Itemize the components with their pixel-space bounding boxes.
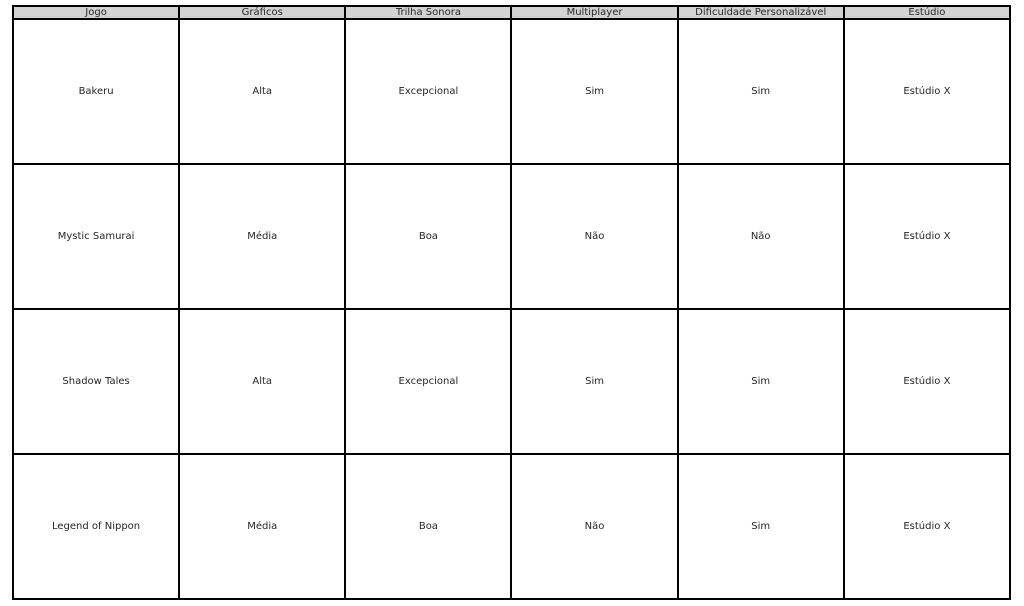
table-cell: Alta [179,19,345,164]
table-cell: Estúdio X [844,19,1010,164]
table-cell: Média [179,454,345,599]
comparison-table [12,5,1011,600]
table-cell: Estúdio X [844,454,1010,599]
table-cell: Excepcional [345,309,511,454]
table-cell: Não [678,164,844,309]
comparison-table-container [12,5,1011,600]
table-cell: Sim [678,454,844,599]
table-row [13,19,1010,164]
header-cell-dificuldade: Dificuldade Personalizável [678,6,844,19]
table-cell: Sim [678,19,844,164]
table-row [13,309,1010,454]
table-body [13,19,1010,599]
table-cell: Não [511,164,677,309]
table-cell: Legend of Nippon [13,454,179,599]
header-cell-multiplayer: Multiplayer [511,6,677,19]
table-cell: Sim [511,19,677,164]
table-cell: Boa [345,164,511,309]
header-row [13,6,1010,19]
table-cell: Alta [179,309,345,454]
table-cell: Excepcional [345,19,511,164]
table-cell: Estúdio X [844,164,1010,309]
table-cell: Sim [511,309,677,454]
header-cell-trilha-sonora: Trilha Sonora [345,6,511,19]
table-cell: Bakeru [13,19,179,164]
table-cell: Não [511,454,677,599]
header-cell-jogo: Jogo [13,6,179,19]
header-cell-graficos: Gráficos [179,6,345,19]
table-cell: Boa [345,454,511,599]
table-cell: Shadow Tales [13,309,179,454]
table-header [13,6,1010,19]
table-cell: Média [179,164,345,309]
table-row [13,454,1010,599]
header-cell-estudio: Estúdio [844,6,1010,19]
table-cell: Sim [678,309,844,454]
table-cell: Estúdio X [844,309,1010,454]
table-cell: Mystic Samurai [13,164,179,309]
table-row [13,164,1010,309]
